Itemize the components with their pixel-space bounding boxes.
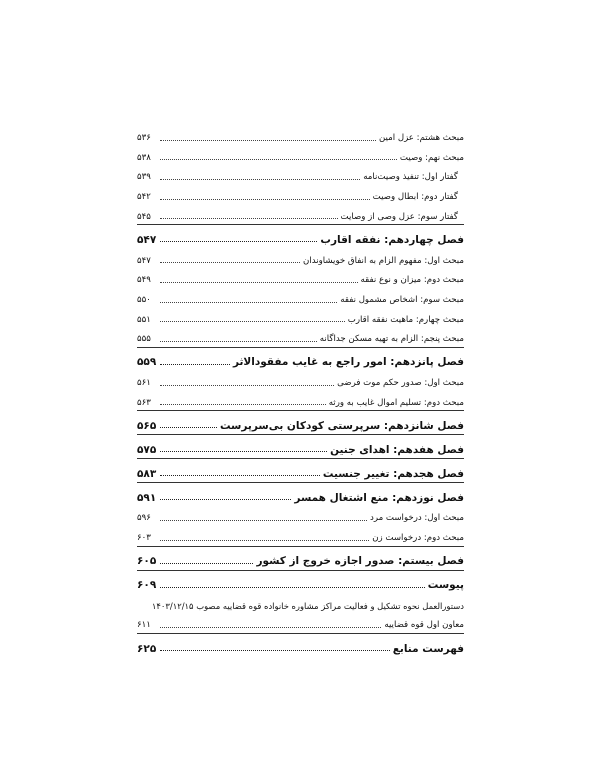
toc-page-number: ۵۵۹: [137, 356, 157, 369]
toc-page-number: ۵۳۶: [137, 133, 151, 144]
dot-leader: [160, 158, 397, 160]
toc-entry[interactable]: [137, 146, 464, 166]
toc-entry[interactable]: [137, 308, 464, 328]
toc-section[interactable]: [137, 546, 464, 570]
toc-entry-title: مبحث سوم: اشخاص مشمول نفقه: [340, 294, 464, 305]
toc-page-number: ۶۰۵: [137, 555, 157, 568]
toc-entry-title: مبحث اول: صدور حکم موت فرضی: [337, 377, 464, 388]
toc-entry-title: مبحث دوم: تسلیم اموال غایب به ورثه: [328, 397, 464, 408]
toc-section[interactable]: [137, 458, 464, 482]
dot-leader: [160, 474, 320, 476]
toc-page-number: ۶۰۹: [137, 579, 157, 592]
toc-page-number: ۶۰۳: [137, 533, 151, 544]
dot-leader: [160, 363, 230, 365]
toc-page-number: ۵۴۹: [137, 275, 151, 286]
dot-leader: [160, 498, 291, 500]
toc-entry[interactable]: [137, 268, 464, 288]
toc-section[interactable]: [137, 410, 464, 434]
toc-entry-title: معاون اول قوه قضاییه: [384, 620, 464, 631]
dot-leader: [160, 519, 367, 521]
toc-entry[interactable]: [137, 594, 464, 614]
toc-entry-title: مبحث اول: درخواست مرد: [370, 513, 464, 524]
toc-entry-title: فصل هجدهم: تغییر جنسیت: [322, 467, 464, 480]
toc-entry[interactable]: [137, 126, 464, 146]
dot-leader: [160, 562, 253, 564]
toc-page-number: ۵۹۶: [137, 513, 151, 524]
toc-entry-title: فهرست منابع: [392, 642, 464, 655]
toc-page-number: ۵۵۰: [137, 294, 151, 305]
dot-leader: [160, 198, 370, 200]
toc-section[interactable]: [137, 570, 464, 594]
toc-page-number: ۵۵۱: [137, 314, 151, 325]
dot-leader: [160, 539, 369, 541]
toc-page-number: ۵۴۷: [137, 233, 157, 246]
toc-entry-title: گفتار اول: تنفیذ وصیت‌نامه: [363, 172, 458, 183]
toc-entry[interactable]: [137, 371, 464, 391]
toc-entry-title: پیوست: [427, 579, 464, 592]
toc-section[interactable]: [137, 633, 464, 657]
dot-leader: [160, 217, 338, 219]
toc-page-number: ۵۶۳: [137, 397, 151, 408]
toc-page-number: ۵۴۷: [137, 255, 151, 266]
toc-entry-title: مبحث چهارم: ماهیت نفقه اقارب: [347, 314, 464, 325]
toc-entry-title: فصل بیستم: صدور اجازه خروج از کشور: [256, 555, 464, 568]
dot-leader: [160, 139, 376, 141]
dot-leader: [160, 281, 358, 283]
toc-entry-title: فصل هفدهم: اهدای جنین: [330, 443, 464, 456]
toc-entry-title: فصل پانزدهم: امور راجع به غایب مفقودالاثر: [232, 356, 464, 369]
dot-leader: [160, 403, 326, 405]
toc-entry-title: مبحث دوم: درخواست زن: [372, 533, 464, 544]
dot-leader: [160, 450, 327, 452]
toc-page-number: ۵۳۹: [137, 172, 151, 183]
toc-entry-title: گفتار سوم: عزل وصی از وصایت: [340, 211, 458, 222]
dot-leader: [160, 178, 360, 180]
table-of-contents: [137, 126, 464, 657]
toc-section[interactable]: [137, 224, 464, 248]
dot-leader: [160, 320, 345, 322]
toc-entry[interactable]: [137, 248, 464, 268]
toc-entry-title: مبحث اول: مفهوم الزام به انفاق خویشاوندان: [303, 255, 464, 266]
toc-entry[interactable]: [137, 185, 464, 205]
dot-leader: [160, 649, 390, 651]
toc-page-number: ۵۵۵: [137, 334, 151, 345]
toc-page-number: ۵۸۳: [137, 467, 157, 480]
dot-leader: [160, 261, 300, 263]
toc-entry-title: مبحث هشتم: عزل امین: [378, 133, 464, 144]
toc-entry-title: فصل نوزدهم: منع اشتغال همسر: [294, 491, 464, 504]
toc-page-number: ۵۷۵: [137, 443, 157, 456]
toc-entry-title: گفتار دوم: ابطال وصیت: [372, 192, 458, 203]
toc-entry-title: فصل چهاردهم: نفقه اقارب: [320, 233, 464, 246]
toc-entry[interactable]: [137, 288, 464, 308]
dot-leader: [160, 586, 425, 588]
toc-page-number: ۵۳۸: [137, 152, 151, 163]
toc-entry-title: دستورالعمل نحوه تشکیل و فعالیت مراکز مشاوره خانواده قوه قضاییه مصوب ۱۴۰۳/۱۲/۱۵: [151, 600, 464, 611]
toc-entry[interactable]: [137, 391, 464, 411]
dot-leader: [160, 240, 317, 242]
dot-leader: [160, 340, 317, 342]
toc-page-number: ۵۴۲: [137, 192, 151, 203]
toc-page-number: ۶۱۱: [137, 620, 151, 631]
dot-leader: [160, 301, 337, 303]
toc-section[interactable]: [137, 434, 464, 458]
toc-entry[interactable]: [137, 526, 464, 546]
toc-entry-title: مبحث پنجم: الزام به تهیه مسکن جداگانه: [319, 334, 464, 345]
toc-entry-title: مبحث نهم: وصیت: [399, 152, 464, 163]
toc-section[interactable]: [137, 347, 464, 371]
toc-page-number: ۵۴۵: [137, 211, 151, 222]
dot-leader: [160, 426, 217, 428]
toc-page-number: ۵۶۱: [137, 377, 151, 388]
toc-section[interactable]: [137, 482, 464, 506]
toc-page-number: ۶۲۵: [137, 642, 157, 655]
toc-entry[interactable]: [137, 165, 464, 185]
toc-entry[interactable]: [137, 506, 464, 526]
toc-entry[interactable]: [137, 205, 464, 225]
toc-entry-title: فصل شانزدهم: سرپرستی کودکان بی‌سرپرست: [219, 419, 464, 432]
dot-leader: [160, 626, 381, 628]
toc-entry[interactable]: [137, 327, 464, 347]
toc-page-number: ۵۹۱: [137, 491, 157, 504]
toc-page-number: ۵۶۵: [137, 419, 157, 432]
toc-entry-title: مبحث دوم: میزان و نوع نفقه: [360, 275, 464, 286]
dot-leader: [160, 384, 334, 386]
toc-entry[interactable]: [137, 613, 464, 633]
